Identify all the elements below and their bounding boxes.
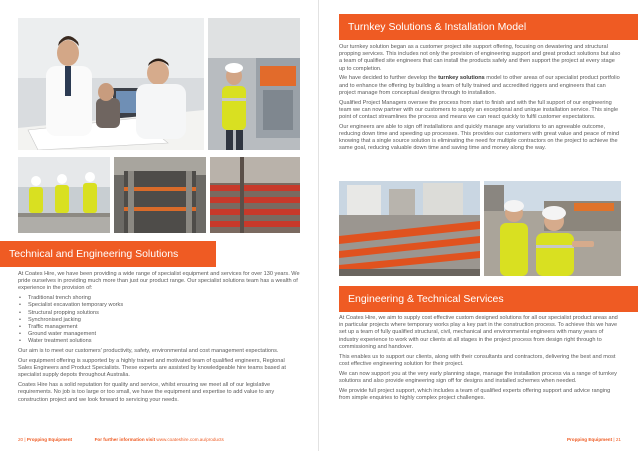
footer-page-number: 21 xyxy=(615,437,621,442)
photo-worker-hi-vis xyxy=(208,18,300,150)
list-item: • Traffic management xyxy=(18,324,300,331)
engineering-para-3: We can now support you at the very early planning stage, manage the installation process via a range of turnkey solutions and also provide engineering sign off for designs and installed schemes when needed. xyxy=(339,370,617,384)
turnkey-para-2-start: We have decided to further develop the xyxy=(339,75,439,82)
section-banner-technical: Technical and Engineering Solutions xyxy=(0,241,216,267)
section-banner-engineering: Engineering & Technical Services xyxy=(339,286,638,312)
technical-body xyxy=(18,271,300,406)
engineering-para-4: We provide full project support, which includes a team of qualified experts offering support and advice ranging from simple enquiries to highly complex project challenges. xyxy=(339,387,611,401)
turnkey-para-4: Our engineers are able to sign off installations and quickly manage any variations to an agreeable outcome, reducing down time and speeding up processes. This provides our customers with great value and peace of mind knowing that a single source solution is eliminating the need for multiple contractors on the project to achieve the same goal, reducing valuable down time and saving time and money along the way. xyxy=(339,123,620,152)
list-item: • Traditional trench shoring xyxy=(18,295,300,302)
turnkey-para-1: Our turnkey solution began as a customer project site support offering, focusing on dewatering and structural propping services. This includes not only the provision of engineering support and great product solutions but also a team of qualified site engineers that can install the products safely and then support the project at every stage up to completion. xyxy=(339,44,621,72)
photo-engineers-reviewing-plans xyxy=(18,18,204,150)
list-item: • Specialist excavation temporary works xyxy=(18,302,300,309)
footer-page-number: 20 xyxy=(18,437,24,442)
right-footer: Propping Equipment | 21 xyxy=(566,437,621,442)
footer-info-label: For further information visit xyxy=(94,437,156,442)
list-item: • Structural propping solutions xyxy=(18,310,300,317)
technical-intro: At Coates Hire, we have been providing a wide range of specialist equipment and services for over 130 years. We pride ourselves in providing much more than just our product range. Our specialist solutions team has a wealth of experience in the provision of: xyxy=(18,271,300,292)
turnkey-body xyxy=(339,44,621,155)
list-item: • Water treatment solutions xyxy=(18,338,300,345)
turnkey-para-3: Qualified Project Managers oversee the process from start to finish and with the full support of our engineering team we can now partner with our customers to supply an exceptional and unique installation service. This single point of contact streamlines the process and means we can react quickly to fulfil customer expectations. xyxy=(339,99,619,121)
engineering-para-2: This enables us to support our clients, along with their consultants and contractors, delivering the best and most cost effective engineering solution for their project. xyxy=(339,353,616,367)
turnkey-solutions-emphasis: turnkey solutions xyxy=(438,75,485,82)
technical-aim: Our aim is to meet our customers' productivity, safety, environmental and cost management expectations. xyxy=(18,348,279,355)
footer-section: Propping Equipment xyxy=(566,437,613,442)
engineering-body xyxy=(339,315,621,405)
turnkey-para-2-end: model to other areas of our specialist product portfolio and to enhance the offering by building a team of fully trained and accredited riggers and engineers that can project manage from conceptual designs through to installation. xyxy=(339,75,620,96)
right-page xyxy=(319,0,638,451)
services-list xyxy=(18,295,300,345)
left-footer: 20 | Propping Equipment For further information visit www.coateshire.com.au/products xyxy=(18,437,224,442)
section-banner-turnkey: Turnkey Solutions & Installation Model xyxy=(339,14,638,40)
photo-steel-props-site xyxy=(339,181,480,276)
technical-team: Our equipment offering is supported by a highly trained and motivated team of qualified engineers, Regional Sales Engineers and Product Specialists. These experts are assisted by knowledgeable hire teams based at specialist supply depots throughout Australia. xyxy=(18,358,286,379)
photo-trench-shoring xyxy=(114,157,206,233)
photo-engineers-hard-hats xyxy=(484,181,621,276)
technical-reputation: Coates Hire has a solid reputation for quality and service, whilst ensuring we meet all of our legislative requirements. No job is too large or too small, we have the equipment and expertise to add value to any construction project and we look forward to servicing your needs. xyxy=(18,382,275,403)
list-item: • Synchronised jacking xyxy=(18,317,300,324)
photo-red-props xyxy=(210,157,300,233)
footer-url-link[interactable]: www.coateshire.com.au/products xyxy=(156,437,224,442)
turnkey-para-2 xyxy=(339,75,621,97)
footer-section: Propping Equipment xyxy=(26,437,73,442)
list-item: • Ground water management xyxy=(18,331,300,338)
engineering-para-1: At Coates Hire, we aim to supply cost effective custom designed solutions for all our specialist product areas and in particular projects where temporary works play a key part in the construction process. To achieve this we have set up a team of fully qualified structural, civil, mechanical and environmental engineers with many years of industry experience to work with our clients at all stages in the project process from design right through to commissioning and handover. xyxy=(339,315,618,350)
photo-workers-on-site xyxy=(18,157,110,233)
